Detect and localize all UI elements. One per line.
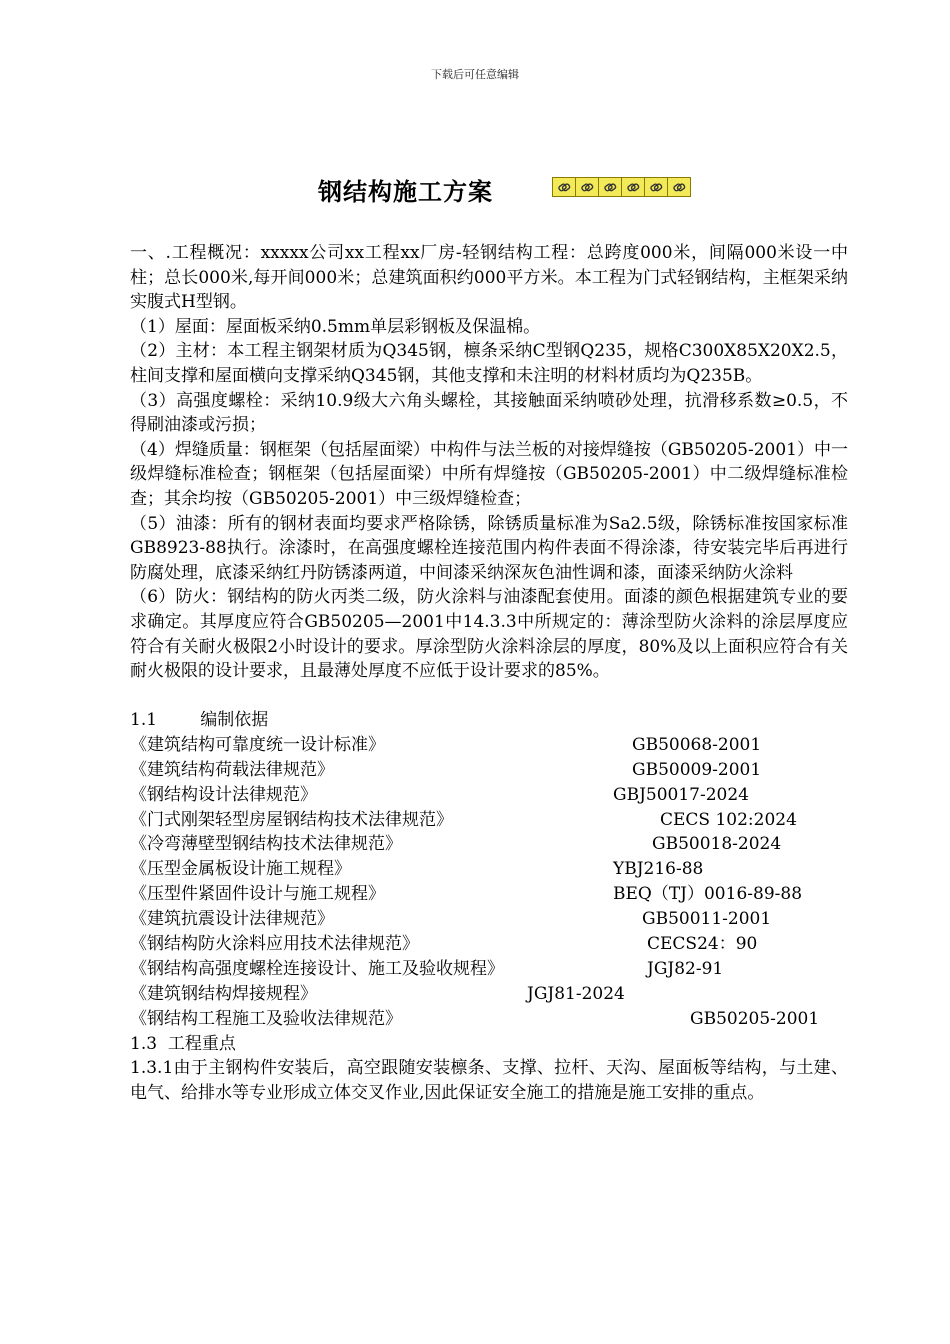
- reference-name: 《压型金属板设计施工规程》: [130, 859, 351, 880]
- paragraph-1-3-1: 1.3.1由于主钢构件安装后，高空跟随安装檩条、支撑、拉杆、天沟、屋面板等结构，与土建、电气、给排水等专业形成立体交叉作业,因此保证安全施工的措施是施工安排的重点。: [130, 1058, 848, 1103]
- reference-row: [130, 832, 848, 857]
- reference-row: [130, 808, 848, 833]
- reference-code: GB50205-2001: [690, 1008, 820, 1029]
- section-heading-1-3: 1.3 工程重点: [130, 1033, 236, 1054]
- section-heading-1-1: 1.1 编制依据: [130, 710, 269, 731]
- reference-name: 《钢结构设计法律规范》: [130, 784, 317, 805]
- link-icon: [553, 178, 576, 196]
- reference-row: [130, 783, 848, 808]
- reference-row: [130, 733, 848, 758]
- reference-code: GB50018-2024: [652, 834, 782, 855]
- reference-code: BEQ（TJ）0016-89-88: [613, 884, 803, 905]
- reference-code: GBJ50017-2024: [613, 784, 749, 805]
- reference-code: GB50009-2001: [632, 759, 762, 780]
- page-header: 下载后可任意编辑: [431, 68, 519, 81]
- reference-code: GB50011-2001: [642, 909, 772, 930]
- reference-name: 《压型件紧固件设计与施工规程》: [130, 884, 385, 905]
- document-body: [130, 241, 848, 1105]
- reference-code: YBJ216-88: [613, 859, 704, 880]
- reference-name: 《建筑抗震设计法律规范》: [130, 909, 334, 930]
- paragraph-overview: 一、.工程概况：xxxxx公司xx工程xx厂房-轻钢结构工程：总跨度000米，间隔000米设一中柱；总长000米,每开间000米；总建筑面积约000平方米。本工程为门式轻钢结构，主框架采纳实腹式H型钢。: [130, 243, 848, 313]
- link-icon: [576, 178, 599, 196]
- reference-row: [130, 932, 848, 957]
- reference-code: CECS24：90: [647, 934, 758, 954]
- link-icon: [599, 178, 622, 196]
- reference-code: CECS 102:2024: [660, 809, 797, 830]
- decorative-icon-strip: [552, 177, 691, 197]
- paragraph-fireproofing: （6）防火：钢结构的防火丙类二级，防火涂料与油漆配套使用。面漆的颜色根据建筑专业的要求确定。其厚度应符合GB50205—2001中14.3.3中所规定的：薄涂型防火涂料的涂层厚度应符合有关耐火极限2小时设计的要求。厚涂型防火涂料涂层的厚度，80%及以上面积应符合有关耐火极限的设计要求，且最薄处厚度不应低于设计要求的85%。: [130, 587, 848, 682]
- paragraph-paint: （5）油漆：所有的钢材表面均要求严格除锈，除锈质量标准为Sa2.5级，除锈标准按国家标准GB8923-88执行。涂漆时，在高强度螺栓连接范围内构件表面不得涂漆，待安装完毕后再进行防腐处理，底漆采纳红丹防锈漆两道，中间漆采纳深灰色油性调和漆，面漆采纳防火涂料: [130, 513, 848, 583]
- reference-code: GB50068-2001: [632, 734, 762, 755]
- reference-name: 《建筑结构可靠度统一设计标准》: [130, 734, 385, 755]
- reference-name: 《建筑结构荷载法律规范》: [130, 759, 334, 780]
- reference-row: [130, 857, 848, 882]
- title-row: [0, 172, 950, 206]
- reference-name: 《钢结构工程施工及验收法律规范》: [130, 1008, 402, 1029]
- reference-row: [130, 758, 848, 783]
- link-icon: [622, 178, 645, 196]
- paragraph-roof: （1）屋面：屋面板采纳0.5mm单层彩钢板及保温棉。: [130, 316, 541, 337]
- reference-name: 《建筑钢结构焊接规程》: [130, 983, 317, 1004]
- reference-row: [130, 882, 848, 907]
- paragraph-bolts: （3）高强度螺栓：采纳10.9级大六角头螺栓，其接触面采纳喷砂处理，抗滑移系数≥0.5，不得刷油漆或污损；: [130, 390, 848, 436]
- page-title: 钢结构施工方案: [318, 177, 493, 206]
- reference-name: 《门式刚架轻型房屋钢结构技术法律规范》: [130, 809, 453, 830]
- blank-line: [130, 684, 848, 709]
- reference-row: [130, 907, 848, 932]
- reference-code: JGJ81-2024: [527, 983, 625, 1004]
- paragraph-welds: （4）焊缝质量：钢框架（包括屋面梁）中构件与法兰板的对接焊缝按（GB50205-2001）中一级焊缝标准检查；钢框架（包括屋面梁）中所有焊缝按（GB50205-2001）中二级焊缝标准检查；其余均按（GB50205-2001）中三级焊缝检查；: [130, 439, 848, 509]
- link-icon: [668, 178, 690, 196]
- reference-name: 《冷弯薄壁型钢结构技术法律规范》: [130, 834, 402, 855]
- reference-name: 《钢结构高强度螺栓连接设计、施工及验收规程》: [130, 958, 504, 979]
- reference-code: JGJ82-91: [647, 958, 724, 979]
- reference-row: [130, 957, 848, 982]
- reference-row: [130, 1007, 848, 1032]
- reference-name: 《钢结构防火涂料应用技术法律规范》: [130, 934, 419, 954]
- paragraph-main-material: （2）主材：本工程主钢架材质为Q345钢，檩条采纳C型钢Q235，规格C300X85X20X2.5，柱间支撑和屋面横向支撑采纳Q345钢，其他支撑和未注明的材料材质均为Q235B。: [130, 341, 848, 386]
- link-icon: [645, 178, 668, 196]
- reference-row: [130, 982, 848, 1007]
